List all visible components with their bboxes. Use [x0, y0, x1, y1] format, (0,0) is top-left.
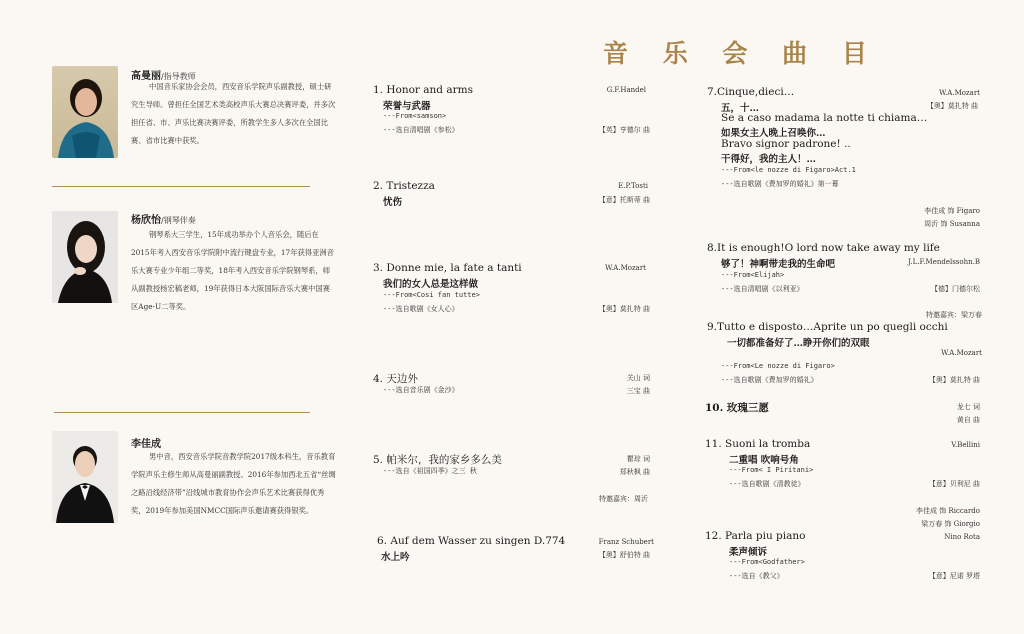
program-7-line2: Se a caso madama la notte ti chiama… [721, 112, 928, 124]
performer-name-2: 杨欣怡/钢琴伴奏 [131, 215, 196, 226]
program-10-title: 10. 玫瑰三愿 [705, 402, 769, 414]
program-11-from: ---From< I Piritani> [729, 466, 814, 474]
program-9-title-zh: 一切都准备好了…睁开你们的双眼 [727, 338, 870, 349]
program-2-title-zh: 忧伤 [383, 197, 403, 208]
program-7-cast-1: 李佳成 饰 Figaro [924, 207, 980, 215]
program-3-composer: W.A.Mozart [605, 264, 646, 272]
program-7-line-zh1: 五，十… [721, 103, 760, 114]
program-12-from: ---From<Godfather> [729, 558, 805, 566]
program-7-selection: ---选自歌剧《费加罗的婚礼》第一幕 [721, 180, 839, 188]
page-title: 音 乐 会 曲 目 [603, 39, 880, 68]
program-8-title-zh: 够了！神啊带走我的生命吧 [721, 259, 836, 270]
program-8-guest: 特邀嘉宾：梁万春 [926, 311, 982, 319]
program-9-from: ---From<Le nozze di Figaro> [721, 362, 835, 370]
program-4-music: 三宝 曲 [626, 387, 650, 395]
program-8-credit: 【德】门德尔松 [931, 285, 980, 293]
program-2-composer: E.P.Tosti [618, 182, 648, 190]
program-3-credit: 【奥】莫扎特 曲 [598, 305, 650, 313]
program-2-credit: 【意】托斯蒂 曲 [598, 196, 650, 204]
program-1-credit: 【英】亨德尔 曲 [598, 126, 650, 134]
performer-name-1: 高曼丽/指导教师 [131, 71, 196, 82]
program-10-music: 黄自 曲 [956, 416, 980, 424]
program-5-guest: 特邀嘉宾：周沂 [599, 495, 648, 503]
program-7-cast-2: 周沂 饰 Susanna [924, 220, 980, 228]
program-6-credit: 【奥】舒伯特 曲 [598, 551, 650, 559]
performer-photo-3 [52, 431, 118, 523]
program-2-title: 2. Tristezza [373, 180, 435, 192]
program-8-title: 8.It is enough!O lord now take away my life [707, 242, 940, 254]
program-1-title-zh: 荣誉与武器 [383, 101, 431, 112]
performer-bio-1: 中国音乐家协会会员，西安音乐学院声乐副教授，硕士研究生导师。曾担任全国艺术类高校声乐大赛总决赛评委，并多次担任省、市、声乐比赛决赛评委，所教学生多人多次在全国比赛、省市比赛中获奖。 [131, 82, 336, 145]
program-6-title-zh: 水上吟 [381, 552, 410, 563]
program-7-line5: 干得好，我的主人！… [721, 154, 817, 165]
program-9-composer: W.A.Mozart [941, 349, 982, 357]
program-7-credit: 【奥】莫扎特 曲 [926, 102, 978, 110]
program-4-lyricist: 关山 词 [626, 374, 650, 382]
program-1-selection: ---选自清唱剧《参松》 [383, 126, 459, 134]
performer-bio-3: 男中音，西安音乐学院音教学院2017级本科生，音乐教育学院声乐主修生师从高曼丽副教授。2016年参加西北五省“丝绸之路沿线经济带”沿线城市教育协作会声乐艺术比赛获得优秀奖，2019年参加美国NMCC国际声乐邀请赛获得银奖。 [131, 452, 336, 515]
divider [54, 412, 310, 413]
program-11-credit: 【意】贝利尼 曲 [928, 480, 980, 488]
program-8-selection: ---选自清唱剧《以利亚》 [721, 285, 804, 293]
performer-photo-1 [52, 66, 118, 158]
program-7-line4: Bravo signor padrone! .. [721, 138, 851, 150]
program-12-credit: 【意】尼诺 罗塔 [928, 572, 980, 580]
program-5-title: 5. 帕米尔，我的家乡多么美 [373, 454, 502, 466]
program-12-title: 12. Parla piu piano [705, 530, 806, 542]
program-11-cast-1: 李佳成 饰 Riccardo [915, 507, 980, 515]
program-11-title-zh: 二重唱 吹响号角 [729, 455, 799, 466]
program-12-composer: Nino Rota [944, 533, 980, 541]
program-9-credit: 【奥】莫扎特 曲 [928, 376, 980, 384]
program-1-title: 1. Honor and arms [373, 84, 473, 96]
program-4-title: 4. 天边外 [373, 373, 418, 385]
program-6-title: 6. Auf dem Wasser zu singen D.774 [377, 535, 566, 547]
program-7-composer: W.A.Mozart [939, 89, 980, 97]
program-12-selection: ---选自《教父》 [729, 572, 784, 580]
program-11-cast-2: 梁万春 饰 Giorgio [921, 520, 980, 528]
program-1-composer: G.F.Handel [606, 86, 646, 94]
program-11-composer: V.Bellini [951, 441, 980, 449]
program-7-line3: 如果女主人晚上召唤你… [721, 128, 826, 139]
program-3-from: ---From<Cosi fan tutte> [383, 291, 480, 299]
program-7-from: ---From<le nozze di Figaro>Act.1 [721, 166, 856, 174]
performer-bio-2: 钢琴系大三学生，15年成功举办个人音乐会，随后在2015年考入西安音乐学院附中流行键盘专业，17年获得亚洲音乐大赛专业少年组二等奖，18年考入西安音乐学院钢琴系，师从副教授杨宏稿老师，19年获得日本大阪国际音乐大赛中国赛区Age-U二等奖。 [131, 230, 334, 311]
program-8-composer: J.L.F.Mendelssohn.B [908, 258, 980, 266]
performer-name-3: 李佳成 [131, 439, 161, 450]
program-3-title-zh: 我们的女人总是这样做 [383, 279, 479, 290]
program-11-title: 11. Suoni la tromba [705, 438, 811, 450]
program-1-from: ---From<samson> [383, 112, 447, 120]
program-3-title: 3. Donne mie, la fate a tanti [373, 262, 522, 274]
program-7-title: 7.Cinque,dieci… [707, 86, 795, 98]
program-5-lyricist: 瞿琮 词 [626, 455, 650, 463]
program-6-composer: Franz Schubert [598, 538, 654, 546]
program-5-music: 郑秋枫 曲 [619, 468, 650, 476]
program-8-from: ---From<Elijah> [721, 271, 785, 279]
divider [52, 186, 310, 187]
program-9-selection: ---选自歌剧《费加罗的婚礼》 [721, 376, 818, 384]
program-9-title: 9.Tutto e disposto…Aprite un po quegli occhi [707, 321, 948, 333]
program-4-selection: ---选自音乐剧《金沙》 [383, 386, 459, 394]
program-12-title-zh: 柔声倾诉 [729, 547, 768, 558]
program-3-selection: ---选自歌剧《女人心》 [383, 305, 459, 313]
performer-photo-2 [52, 211, 118, 303]
program-10-lyricist: 龙七 词 [956, 403, 980, 411]
program-11-selection: ---选自歌剧《清教徒》 [729, 480, 805, 488]
program-5-selection: ---选自《祖国四季》之三 秋 [383, 467, 477, 475]
